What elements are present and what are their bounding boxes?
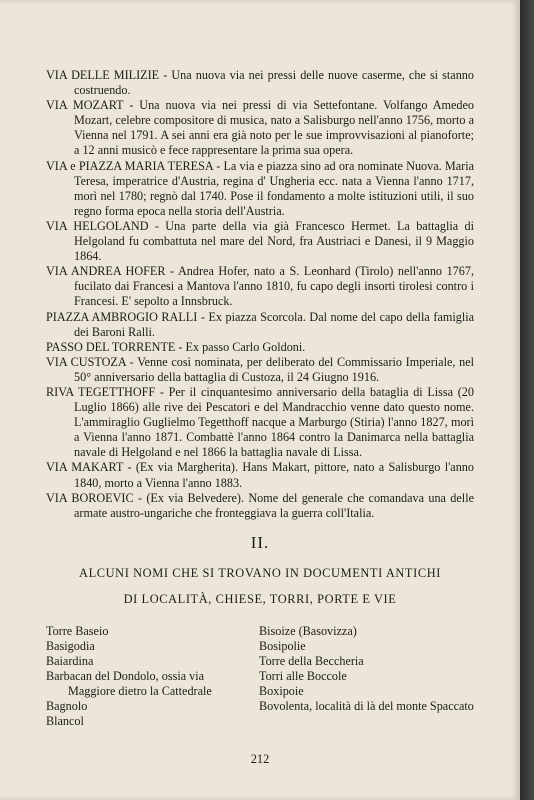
entry-riva-tegetthoff: RIVA TEGETTHOFF - Per il cinquantesimo anniversario della bataglia di Lissa (20 Luglio 1866) alle rive dei Pescatori e del Mandracchio venne dato questo nome. L'ammiraglio Guglielmo Tegetthoff nacque a Marburgo (Stiria) l'anno 1827, morì a Vienna l'anno 1871. Combattè l'anno 1864 contro la Danimarca nella battaglia navale di Helgoland e nel 1866 la battaglia navale di Lissa. (46, 384, 474, 460)
entry-via-andrea-hofer: VIA ANDREA HOFER - Andrea Hofer, nato a S. Leonhard (Tirolo) nell'anno 1767, fucilato dai Francesi a Mantova l'anno 1810, fu capo degli insorti tirolesi contro i Francesi. E' sepolto a Innsbruck. (46, 264, 474, 309)
list-item: Baiardina (46, 654, 94, 669)
entry-via-helgoland: VIA HELGOLAND - Una parte della via già Francesco Hermet. La battaglia di Helgoland fu combattuta nel mare del Nord, fra Austriaci e Danesi, il 9 Maggio 1864. (46, 218, 474, 264)
name-list-left-column (46, 624, 246, 730)
entry-via-boroevic: VIA BOROEVIC - (Ex via Belvedere). Nome del generale che comandava una delle armate austro-ungariche che fronteggiava la guerra coll'Italia. (46, 490, 474, 520)
list-item: Barbacan del Dondolo, ossia via Maggiore dietro la Cattedrale (46, 669, 212, 699)
list-item: Torri alle Boccole (259, 669, 347, 684)
list-item: Basigodia (46, 639, 95, 653)
list-item: Bagnolo (46, 699, 88, 714)
list-item: Blancol (46, 714, 84, 729)
entry-passo-del-torrente: PASSO DEL TORRENTE - Ex passo Carlo Goldoni. (46, 339, 306, 354)
list-item: Torre della Beccheria (259, 654, 364, 669)
name-list-right-column (259, 624, 474, 730)
list-item: Torre Baseio (46, 623, 109, 638)
name-list (46, 624, 474, 730)
list-item: Bosipolie (259, 639, 306, 653)
page-number: 212 (250, 752, 270, 766)
book-spine-shadow (520, 0, 534, 800)
entry-via-delle-milizie: VIA DELLE MILIZIE - Una nuova via nei pressi delle nuove caserme, che si stanno costruendo. (46, 68, 474, 98)
entry-piazza-ambrogio-ralli: PIAZZA AMBROGIO RALLI - Ex piazza Scorcola. Dal nome del capo della famiglia dei Baroni Ralli. (46, 309, 474, 339)
entry-via-mozart: VIA MOZART - Una nuova via nei pressi di via Settefontane. Volfango Amedeo Mozart, celebre compositore di musica, nato a Salisburgo nell'anno 1756, morto a Vienna nel 1791. A sei anni era già noto per le sue improvvisazioni al pianoforte; a 12 anni musicò e fece rappresentare la prima sua opera. (46, 98, 474, 158)
section-heading-line-2: DI LOCALITÀ, CHIESE, TORRI, PORTE E VIE (123, 591, 397, 606)
entry-via-custoza: VIA CUSTOZA - Venne così nominata, per deliberato del Commissario Imperiale, nel 50° anniversario della battaglia di Custoza, il 24 Giugno 1916. (46, 354, 474, 384)
list-item: Bovolenta, località di là del monte Spaccato (259, 699, 474, 714)
page-content (46, 68, 474, 730)
entry-piazza-maria-teresa: VIA e PIAZZA MARIA TERESA - La via e piazza sino ad ora nominate Nuova. Maria Teresa, imperatrice d'Austria, regina d' Ungheria ecc. nata a Vienna l'anno 1717, morì nel 1780; regnò dal 1740. Pose il fondamento a molte istituzioni utili, il suo regno forma epoca nella storia dell'Austria. (46, 158, 474, 218)
list-item: Boxipoie (259, 684, 304, 699)
list-item: Bisoize (Basovizza) (259, 623, 357, 638)
entry-via-makart: VIA MAKART - (Ex via Margherita). Hans Makart, pittore, nato a Salisburgo l'anno 1840, morto a Vienna l'anno 1883. (46, 460, 474, 490)
section-heading-line-1: ALCUNI NOMI CHE SI TROVANO IN DOCUMENTI ANTICHI (79, 565, 441, 580)
section-numeral: II. (250, 532, 270, 552)
